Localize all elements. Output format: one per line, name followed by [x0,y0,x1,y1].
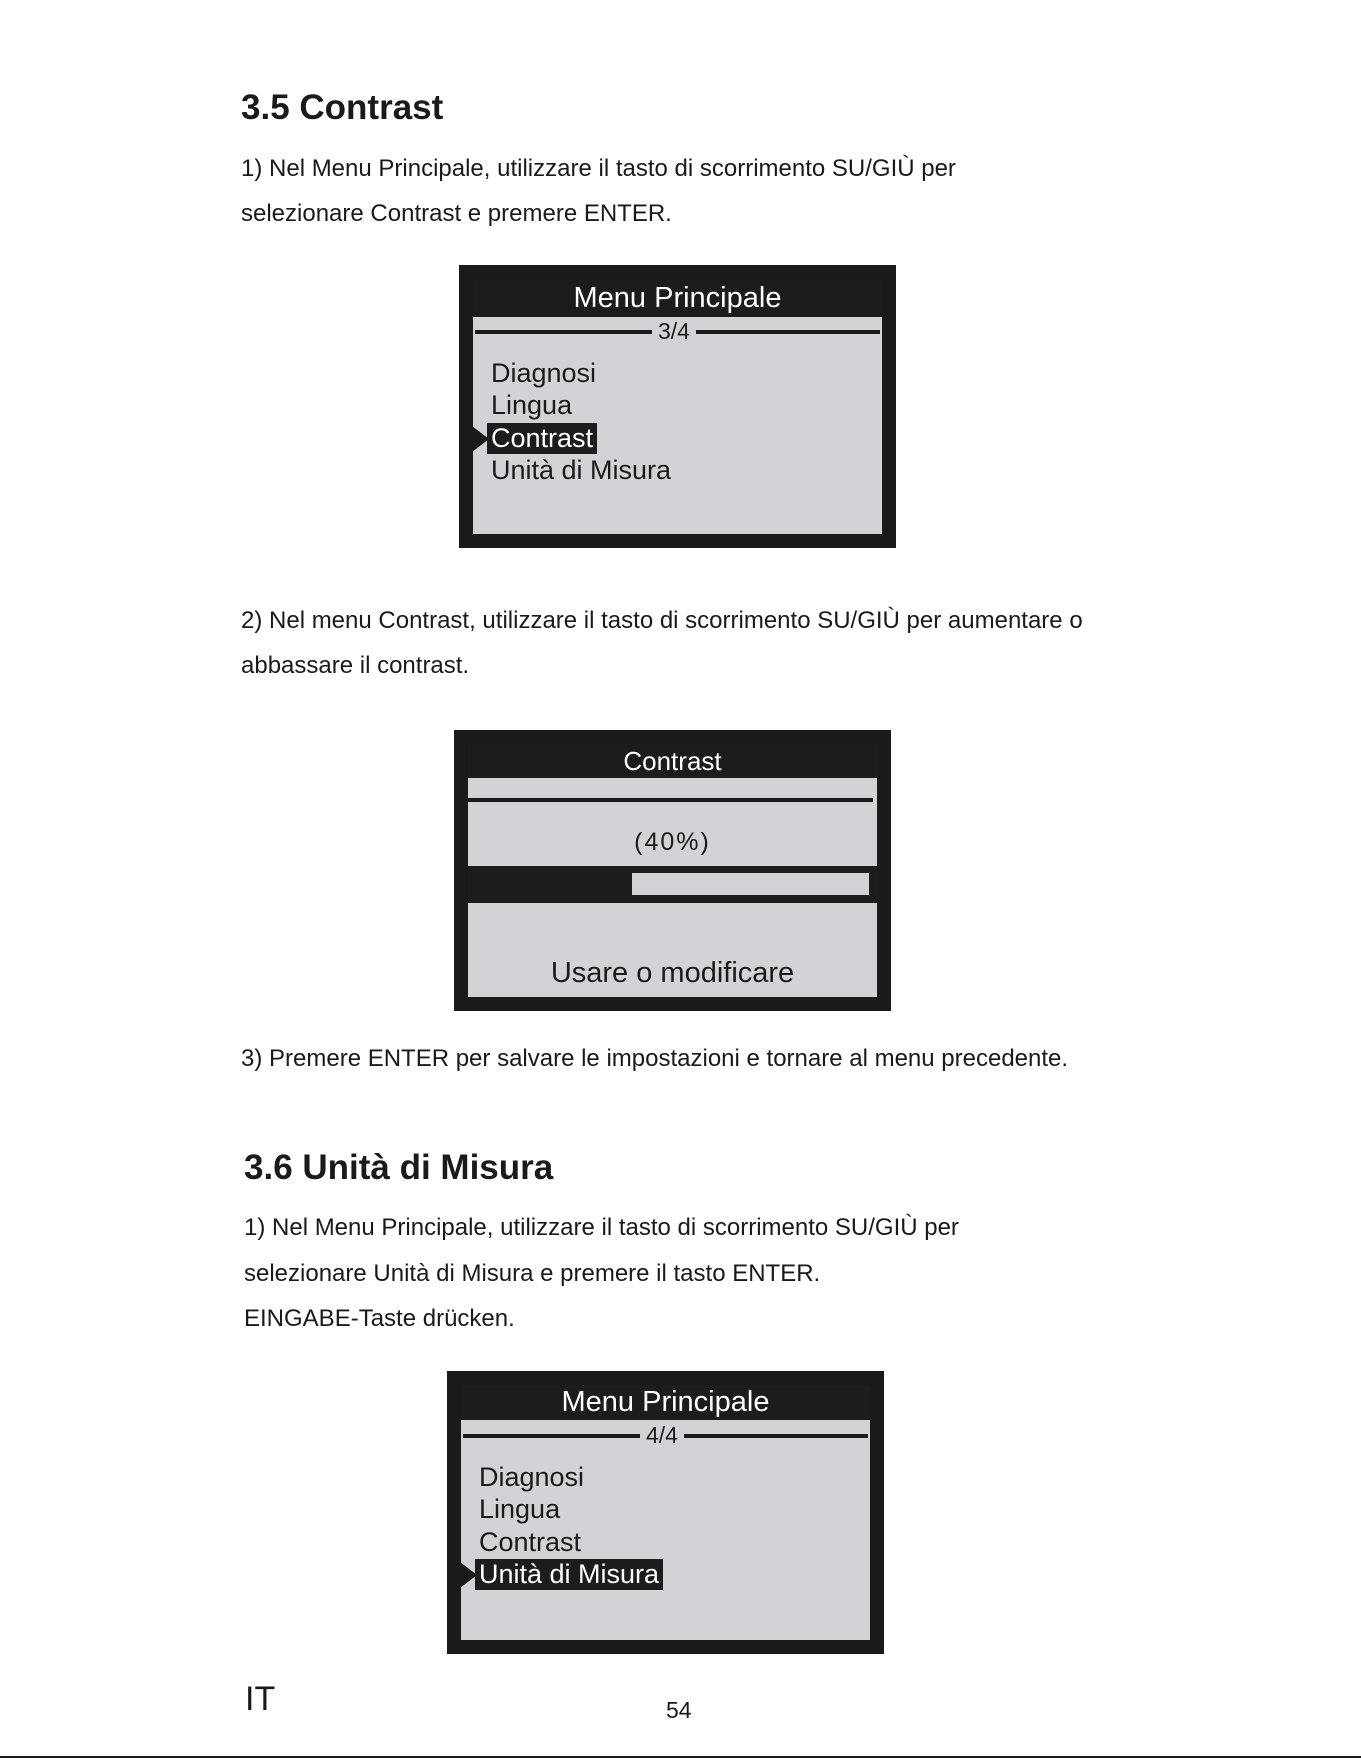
lcd-menu-item-diagnosi[interactable]: Diagnosi [491,358,597,388]
lcd-menu-item-diagnosi[interactable]: Diagnosi [479,1462,585,1492]
page-number: 54 [666,1697,692,1723]
contrast-step1-line1: 1) Nel Menu Principale, utilizzare il tasto di scorrimento SU/GIÙ per [241,155,956,182]
lcd-title: Menu Principale [473,279,882,317]
lcd-hint: Usare o modificare [550,957,795,989]
lcd-page-indicator: 3/4 [652,320,696,343]
lcd-page-indicator: 4/4 [640,1424,684,1447]
contrast-percent-label: (40%) [634,828,711,856]
page-bottom-rule [0,1756,1361,1758]
lcd-menu-item-contrast[interactable]: Contrast [479,1527,582,1557]
units-step1-line2: selezionare Unità di Misura e premere il tasto ENTER. [244,1260,821,1287]
lcd-menu-item-lingua[interactable]: Lingua [479,1494,561,1524]
lcd-screen-main-menu-3 [459,265,896,548]
language-code: IT [245,1680,276,1718]
lcd-screen-main-menu-4 [447,1371,884,1654]
contrast-step2-line2: abbassare il contrast. [241,652,470,679]
lcd-divider [468,798,873,802]
contrast-step2-line1: 2) Nel menu Contrast, utilizzare il tasto di scorrimento SU/GIÙ per aumentare o [241,607,1083,634]
units-step1-line1: 1) Nel Menu Principale, utilizzare il tasto di scorrimento SU/GIÙ per [244,1214,959,1241]
section-heading-units: 3.6 Unità di Misura [244,1148,554,1187]
lcd-screen-contrast [454,730,891,1011]
contrast-step3: 3) Premere ENTER per salvare le impostazioni e tornare al menu precedente. [241,1045,1069,1072]
lcd-title: Contrast [468,744,877,778]
lcd-title: Menu Principale [461,1385,870,1420]
section-heading-contrast: 3.5 Contrast [241,88,444,127]
contrast-level-bar[interactable] [468,866,877,903]
lcd-menu-item-unita-di-misura[interactable]: Unità di Misura [491,455,672,485]
lcd-menu-item-lingua[interactable]: Lingua [491,390,573,420]
contrast-step1-line2: selezionare Contrast e premere ENTER. [241,200,672,227]
units-step1-line3: EINGABE-Taste drücken. [244,1305,515,1332]
lcd-menu-item-contrast[interactable]: Contrast [487,423,597,454]
contrast-level-bar-empty [632,873,869,895]
lcd-menu-item-unita-di-misura[interactable]: Unità di Misura [475,1559,663,1590]
